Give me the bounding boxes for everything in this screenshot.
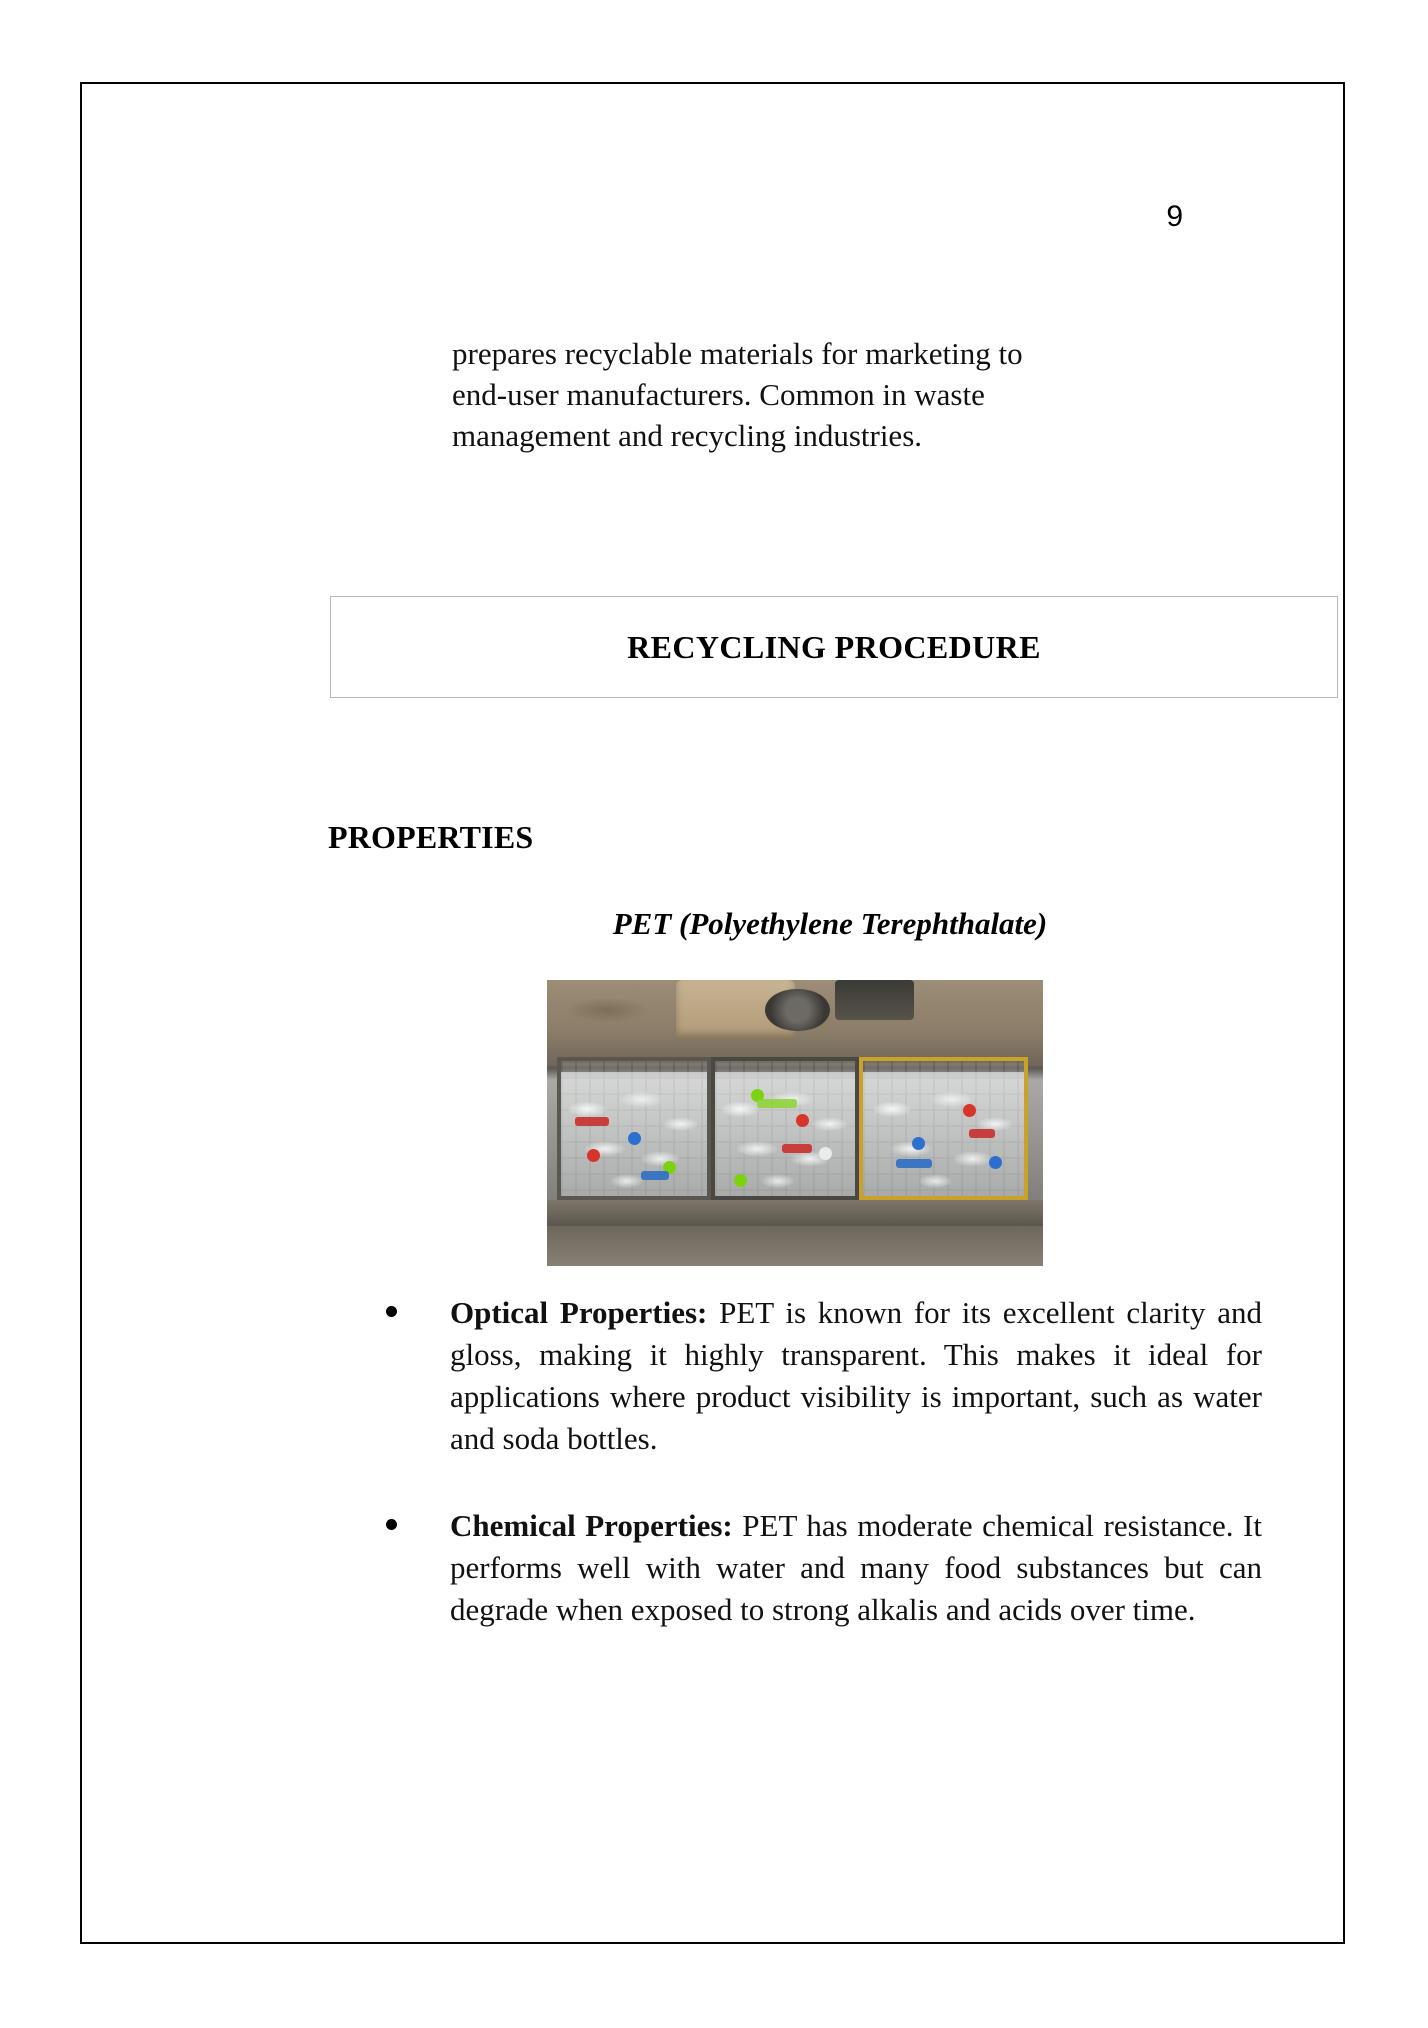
photo-bottle-pile: [715, 1072, 856, 1196]
intro-paragraph: [452, 334, 1262, 457]
photo-tyre: [765, 989, 829, 1032]
photo-bottle-label: [641, 1171, 669, 1180]
pet-subheading: PET (Polyethylene Terephthalate): [612, 906, 1048, 941]
photo-bottle-cap: [963, 1104, 976, 1117]
photo-crate-middle: [711, 1057, 860, 1200]
photo-crate-right: [859, 1057, 1028, 1200]
intro-line-1: prepares recyclable materials for marketing to: [452, 336, 1023, 371]
photo-bottle-label: [969, 1129, 995, 1138]
section-heading-box: [330, 596, 1338, 698]
photo-bottle-cap: [912, 1137, 925, 1150]
bullet-dot-icon: [386, 1306, 397, 1317]
list-item-text: PET has moderate chemical resistance. It performs well with water and many food substances but can degrade when exposed to strong alkalis and acids over time.: [450, 1507, 1262, 1627]
photo-bottle-label: [575, 1117, 609, 1126]
photo-bottle-label: [896, 1159, 932, 1168]
photo-bottle-cap: [628, 1132, 641, 1145]
photo-bottle-pile: [863, 1072, 1024, 1196]
list-item-lead: Optical Properties:: [450, 1295, 708, 1330]
photo-bottle-cap: [819, 1147, 832, 1160]
photo-background-object: [835, 980, 914, 1020]
photo-foreground-ground: [547, 1226, 1043, 1266]
photo-bottle-pile: [561, 1072, 707, 1196]
document-page: [80, 82, 1345, 1944]
page-number: 9: [1166, 200, 1183, 233]
properties-bullet-list: [372, 1292, 1262, 1675]
photo-canvas: [547, 980, 1043, 1266]
intro-line-3: management and recycling industries.: [452, 417, 923, 453]
bullet-dot-icon: [386, 1519, 397, 1530]
photo-bottle-label: [782, 1144, 812, 1153]
properties-heading: PROPERTIES: [328, 819, 534, 855]
photo-bottle-label: [757, 1099, 797, 1108]
list-item: [372, 1292, 1262, 1461]
photo-bottle-cap: [587, 1149, 600, 1162]
photo-crate-left: [557, 1057, 711, 1200]
photo-crate-base: [547, 1200, 1043, 1226]
photo-bottle-cap: [989, 1156, 1002, 1169]
photo-bottle-cap: [796, 1114, 809, 1127]
photo-bottle-cap: [734, 1174, 747, 1187]
list-item-text: PET is known for its excellent clarity and gloss, making it highly transparent. This makes it ideal for applications where product visibility is important, such as water and soda bottles.: [450, 1295, 1262, 1457]
list-item: [372, 1505, 1262, 1631]
intro-line-2: end-user manufacturers. Common in waste: [452, 376, 985, 412]
pet-bottles-photo: [547, 980, 1043, 1266]
section-title: RECYCLING PROCEDURE: [627, 628, 1041, 665]
list-item-lead: Chemical Properties:: [450, 1507, 733, 1543]
